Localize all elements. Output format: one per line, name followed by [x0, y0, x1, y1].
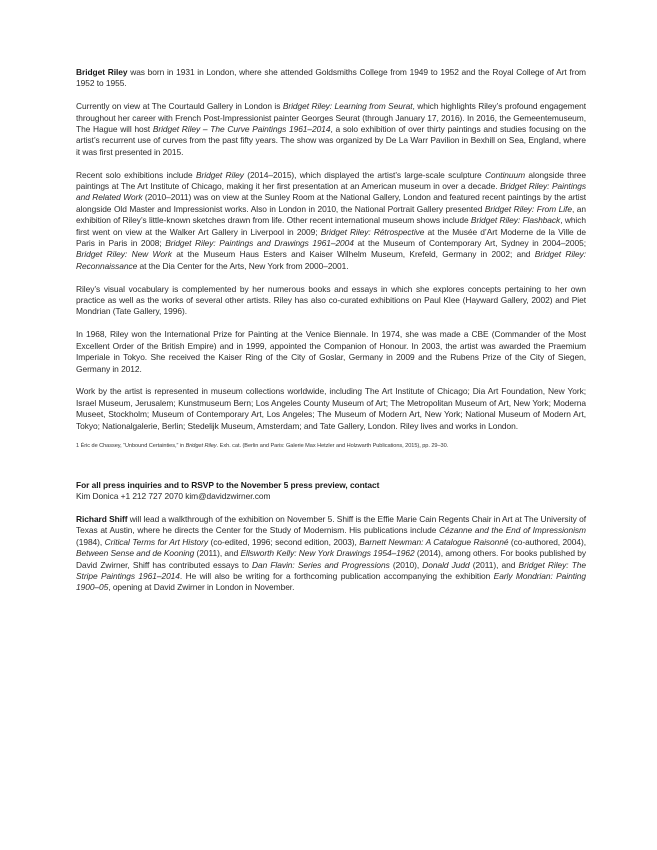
artist-name: Bridget Riley [76, 67, 128, 77]
speaker-name: Richard Shiff [76, 514, 128, 525]
press-contact-details: Kim Donica +1 212 727 2070 kim@davidzwirner.com [76, 491, 271, 502]
footnote: 1 Éric de Chassey, “Unbound Certainties,” in Bridget Riley. Exh. cat. (Berlin and Paris: Galerie Max Hetzler and Holzwarth Publications, 2015), pp. 29–30. [76, 443, 449, 450]
bio-paragraph-current-shows: Currently on view at The Courtauld Gallery in London is Bridget Riley: Learning from Seurat, which highlights Riley’s profound engagement throughout her career with French Post-Impressionist painter Georges Seurat (through January 17, 2016). In 2016, the Gemeentemuseum, The Hague will host Bridget Riley – The Curve Paintings 1961–2014, a solo exhibition of over thirty paintings and studies focusing on the artist’s recurrent use of curves from the past fifty years. The show was organized by De La Warr Pavilion in Bexhill on Sea, England, where it was first presented in 2015. [76, 101, 586, 157]
press-release-page [76, 67, 586, 605]
bio-paragraph-recent-exhibitions: Recent solo exhibitions include Bridget Riley (2014–2015), which displayed the artist’s large-scale sculpture Continuum alongside three paintings at The Art Institute of Chicago, making it her first presentation at an American museum in over a decade. Bridget Riley: Paintings and Related Work (2010–2011) was on view at the Sunley Room at the National Gallery, London and featured recent paintings by the artist alongside Old Master and Impressionist works. Also in London in 2010, the National Portrait Gallery presented Bridget Riley: From Life, an exhibition of Riley’s little-known sketches drawn from life. Other recent international museum shows include Bridget Riley: Flashback, which first went on view at the Walker Art Gallery in Liverpool in 2009; Bridget Riley: Rétrospective at the Musée d’Art Moderne de la Ville de Paris in Paris in 2008; Bridget Riley: Paintings and Drawings 1961–2004 at the Museum of Contemporary Art, Sydney in 2004–2005; Bridget Riley: New Work at the Museum Haus Esters and Kaiser Wilhelm Museum, Krefeld, Germany in 2002; and Bridget Riley: Reconnaissance at the Dia Center for the Arts, New York from 2000–2001. [76, 169, 587, 271]
bio-paragraph-awards: In 1968, Riley won the International Prize for Painting at the Venice Biennale. In 1974, she was made a CBE (Commander of the Most Excellent Order of the British Empire) and in 1999, appointed the Companion of Honour. In 2003, the artist was awarded the Praemium Imperiale in Tokyo. She received the Kaiser Ring of the City of Goslar, Germany in 2009 and the Rubens Prize of the City of Siegen, Germany in 2012. [76, 329, 586, 374]
shiff-paragraph: Richard Shiff will lead a walkthrough of the exhibition on November 5. Shiff is the Effie Marie Cain Regents Chair in Art at The University of Texas at Austin, where he directs the Center for the Study of Modernism. His publications include Cézanne and the End of Impressionism (1984), Critical Terms for Art History (co-edited, 1996; second edition, 2003), Barnett Newman: A Catalogue Raisonné (co-authored, 2004), Between Sense and de Kooning (2011), and Ellsworth Kelly: New York Drawings 1954–1962 (2014), among others. For books published by David Zwirner, Shiff has contributed essays to Dan Flavin: Series and Progressions (2010), Donald Judd (2011), and Bridget Riley: The Stripe Paintings 1961–2014. He will also be writing for a forthcoming publication accompanying the exhibition Early Mondrian: Painting 1900–05, opening at David Zwirner in London in November. [76, 514, 587, 593]
bio-paragraph-collections: Work by the artist is represented in museum collections worldwide, including The Art Institute of Chicago; Dia Art Foundation, New York; Israel Museum, Jerusalem; Kunstmuseum Bern; Los Angeles County Museum of Art; The Metropolitan Museum of Art, New York; Moderna Museet, Stockholm; Museum of Contemporary Art, Los Angeles; The Museum of Modern Art, New York; National Museum of Modern Art, Tokyo; Nationalgalerie, Berlin; Stedelijk Museum, Amsterdam; and Tate Gallery, London. Riley lives and works in London. [76, 386, 586, 431]
press-contact-heading: For all press inquiries and to RSVP to the November 5 press preview, contact [76, 479, 380, 490]
bio-paragraph-writings: Riley’s visual vocabulary is complemented by her numerous books and essays in which she explores concepts pertaining to her own practice as well as the works of several other artists. Riley has also co-curated exhibitions on Paul Klee (Hayward Gallery, 2002) and Piet Mondrian (Tate Gallery, 1996). [76, 283, 586, 317]
bio-paragraph-birth: Bridget Riley was born in 1931 in London, where she attended Goldsmiths College from 1949 to 1952 and the Royal College of Art from 1952 to 1955. [76, 67, 586, 89]
